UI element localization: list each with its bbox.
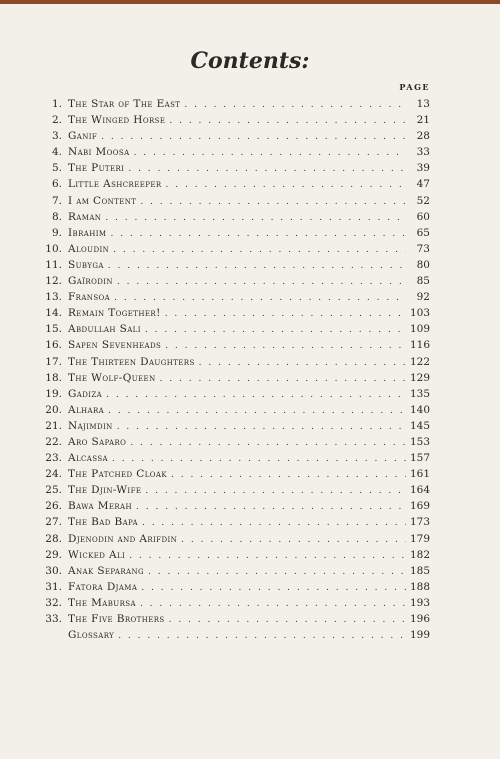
- entry-title: Fatora Djama: [68, 580, 138, 593]
- entry-number: 31.: [45, 580, 62, 593]
- leader-dots: [108, 261, 406, 271]
- leader-dots: [145, 486, 406, 496]
- entry-page-number: 196: [410, 613, 431, 625]
- toc-entry: [32, 178, 430, 194]
- entry-page-number: 179: [410, 532, 431, 545]
- leader-dots: [117, 277, 406, 287]
- entry-page-number: 39: [416, 162, 430, 175]
- entry-title: The Djin-Wife: [68, 484, 142, 497]
- entry-page-number: 60: [416, 210, 430, 223]
- entry-title: The Bad Bapa: [68, 516, 138, 529]
- entry-page-number: 21: [416, 114, 430, 127]
- entry-number: 17.: [45, 355, 62, 368]
- toc-entry: [32, 388, 430, 404]
- toc-entry: [32, 613, 430, 629]
- leader-dots: [199, 358, 406, 368]
- entry-number: 32.: [45, 596, 62, 609]
- entry-page-number: 182: [410, 548, 431, 561]
- leader-dots: [142, 518, 406, 528]
- toc-entry: [32, 420, 430, 436]
- toc-entry: [32, 162, 430, 178]
- entry-title: Alcassa: [68, 452, 108, 465]
- toc-entry: [32, 436, 430, 452]
- entry-number: 19.: [45, 387, 62, 400]
- entry-page-number: 169: [410, 500, 431, 513]
- entry-title: Sapen Sevenheads: [68, 339, 162, 352]
- leader-dots: [129, 551, 406, 561]
- entry-number: 1.: [51, 98, 62, 110]
- entry-number: 28.: [45, 532, 62, 545]
- entry-page-number: 85: [416, 275, 430, 288]
- entry-number: 25.: [45, 484, 62, 497]
- leader-dots: [117, 422, 406, 432]
- leader-dots: [141, 583, 406, 593]
- entry-page-number: 103: [410, 307, 431, 320]
- entry-title: Gadiza: [68, 387, 103, 400]
- entry-page-number: 92: [416, 291, 430, 304]
- entry-title: Raman: [68, 210, 102, 223]
- leader-dots: [128, 164, 406, 174]
- entry-number: 4.: [51, 146, 62, 159]
- leader-dots: [165, 309, 406, 319]
- toc-entry: [32, 114, 430, 130]
- toc-entry: [32, 130, 430, 146]
- toc-entry: [32, 565, 430, 581]
- leader-dots: [181, 535, 406, 545]
- entry-page-number: 135: [410, 387, 431, 400]
- toc-entry: [32, 291, 430, 307]
- entry-number: 14.: [45, 307, 62, 320]
- entry-title: Subyga: [68, 258, 104, 271]
- entry-number: 26.: [45, 500, 62, 513]
- leader-dots: [184, 100, 406, 110]
- leader-dots: [101, 132, 406, 142]
- entry-title: Fransoa: [68, 291, 111, 304]
- entry-title: Glossary: [68, 629, 115, 642]
- entry-page-number: 73: [416, 242, 430, 255]
- toc-entry: [32, 243, 430, 259]
- entry-title: Wicked Ali: [68, 548, 126, 561]
- entry-number: 27.: [45, 516, 62, 529]
- page-title: Contents:: [190, 48, 310, 74]
- toc-entry: [32, 339, 430, 355]
- entry-page-number: 129: [410, 371, 431, 384]
- entry-page-number: 116: [410, 339, 431, 352]
- entry-title: The Five Brothers: [68, 613, 165, 625]
- leader-dots: [134, 148, 406, 158]
- entry-title: I am Content: [68, 194, 137, 207]
- entry-number: 12.: [45, 275, 62, 288]
- leader-dots: [169, 615, 406, 625]
- entry-number: 7.: [51, 194, 62, 207]
- toc-entry: [32, 372, 430, 388]
- contents-page: [0, 4, 500, 759]
- entry-number: 21.: [45, 419, 62, 432]
- toc-entry: [32, 195, 430, 211]
- entry-title: Little Ashcreeper: [68, 178, 162, 191]
- entry-number: 20.: [45, 403, 62, 416]
- entry-number: 10.: [45, 242, 62, 255]
- leader-dots: [106, 390, 406, 400]
- toc-entry: [32, 549, 430, 565]
- toc-entry: [32, 259, 430, 275]
- entry-number: 8.: [51, 210, 62, 223]
- toc-entry: [32, 275, 430, 291]
- entry-page-number: 52: [416, 194, 430, 207]
- entry-number: 13.: [45, 291, 62, 304]
- entry-title: Bawa Merah: [68, 500, 133, 513]
- entry-title: Djenodin and Arifdin: [68, 532, 178, 545]
- entry-title: Aloudin: [68, 242, 110, 255]
- leader-dots: [140, 197, 406, 207]
- entry-title: The Mabursa: [68, 596, 136, 609]
- leader-dots: [160, 374, 406, 384]
- toc-entry: [32, 227, 430, 243]
- leader-dots: [130, 438, 406, 448]
- entry-page-number: 13: [416, 98, 430, 110]
- toc-entry: [32, 533, 430, 549]
- leader-dots: [148, 567, 406, 577]
- toc-entry: [32, 323, 430, 339]
- entry-number: 11.: [45, 258, 62, 271]
- entry-page-number: 28: [416, 130, 430, 143]
- entry-title: Nabi Moosa: [68, 146, 130, 159]
- entry-number: 2.: [51, 114, 62, 127]
- entry-title: The Patched Cloak: [68, 468, 167, 481]
- entry-page-number: 153: [410, 435, 431, 448]
- entry-number: 9.: [51, 226, 62, 239]
- toc-entry: [32, 629, 430, 645]
- leader-dots: [145, 325, 406, 335]
- entry-page-number: 80: [416, 258, 430, 271]
- entry-title: Alhara: [68, 403, 105, 416]
- entry-page-number: 157: [410, 452, 431, 465]
- entry-number: 22.: [45, 435, 62, 448]
- entry-title: The Winged Horse: [68, 114, 166, 127]
- toc-entry: [32, 307, 430, 323]
- entry-title: The Puteri: [68, 162, 125, 175]
- entry-number: 24.: [45, 468, 62, 481]
- entry-number: 5.: [51, 162, 62, 175]
- entry-number: 33.: [45, 613, 62, 625]
- entry-page-number: 185: [410, 564, 431, 577]
- entry-page-number: 47: [416, 178, 430, 191]
- entry-page-number: 193: [410, 596, 431, 609]
- entry-title: The Star of The East: [68, 98, 181, 110]
- entry-page-number: 33: [416, 146, 430, 159]
- leader-dots: [110, 229, 406, 239]
- leader-dots: [165, 341, 406, 351]
- entry-page-number: 109: [410, 323, 431, 336]
- entry-title: Abdullah Sali: [68, 323, 141, 336]
- leader-dots: [136, 502, 406, 512]
- entry-number: 29.: [45, 548, 62, 561]
- entry-page-number: 122: [410, 355, 431, 368]
- entry-page-number: 140: [410, 403, 431, 416]
- toc-entry: [32, 500, 430, 516]
- entry-number: 6.: [51, 178, 62, 191]
- toc-entry: [32, 146, 430, 162]
- entry-title: Najimdin: [68, 419, 113, 432]
- entry-title: Ganif: [68, 130, 98, 143]
- toc-entry: [32, 516, 430, 532]
- entry-title: Ibrahim: [68, 226, 107, 239]
- toc-entry: [32, 484, 430, 500]
- entry-page-number: 199: [410, 629, 431, 642]
- entry-title: Gaïrodin: [68, 275, 113, 288]
- toc-entry: [32, 98, 430, 114]
- entry-page-number: 65: [416, 226, 430, 239]
- leader-dots: [118, 631, 406, 641]
- toc-entry: [32, 211, 430, 227]
- page-column-header: PAGE: [399, 82, 430, 92]
- toc-entry: [32, 468, 430, 484]
- entry-number: 15.: [45, 323, 62, 336]
- toc-entry: [32, 452, 430, 468]
- leader-dots: [105, 213, 406, 223]
- entry-title: The Thirteen Daughters: [68, 355, 195, 368]
- leader-dots: [114, 293, 406, 303]
- leader-dots: [112, 454, 406, 464]
- leader-dots: [171, 470, 406, 480]
- entry-number: 16.: [45, 339, 62, 352]
- entry-number: 18.: [45, 371, 62, 384]
- entry-page-number: 145: [410, 419, 431, 432]
- leader-dots: [113, 245, 406, 255]
- entry-number: 30.: [45, 564, 62, 577]
- leader-dots: [166, 180, 406, 190]
- toc-entry: [32, 597, 430, 613]
- toc-entry: [32, 581, 430, 597]
- leader-dots: [108, 406, 406, 416]
- leader-dots: [140, 599, 406, 609]
- entry-page-number: 161: [410, 468, 431, 481]
- entry-number: 23.: [45, 452, 62, 465]
- entry-page-number: 173: [410, 516, 431, 529]
- entry-number: 3.: [51, 130, 62, 143]
- entry-title: Aro Saparo: [68, 435, 127, 448]
- toc-entry: [32, 404, 430, 420]
- entry-title: The Wolf-Queen: [68, 371, 156, 384]
- entry-title: Remain Together!: [68, 307, 161, 320]
- table-of-contents: [32, 98, 430, 645]
- toc-entry: [32, 356, 430, 372]
- entry-page-number: 164: [410, 484, 431, 497]
- entry-title: Anak Separang: [68, 564, 144, 577]
- entry-page-number: 188: [410, 580, 431, 593]
- leader-dots: [169, 116, 406, 126]
